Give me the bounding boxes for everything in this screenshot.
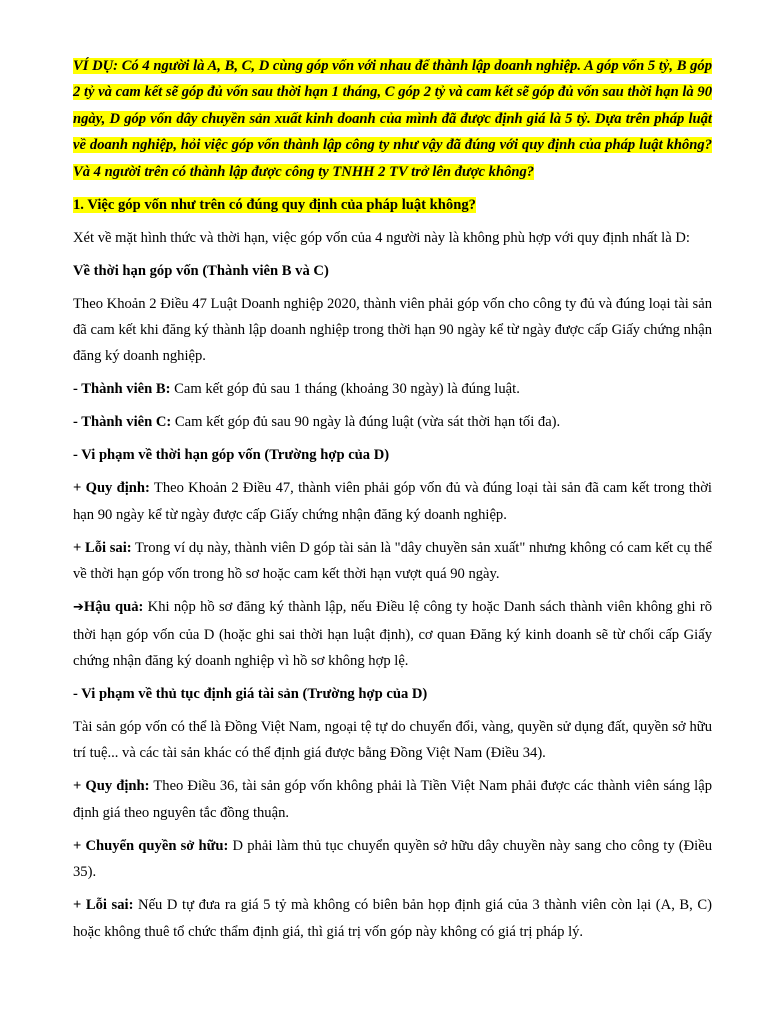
rule-item-2-label: + Quy định: (73, 778, 150, 795)
rule-item-1 (73, 475, 712, 528)
error-item-1-text: Trong ví dụ này, thành viên D góp tài sản là "dây chuyền sản xuất" nhưng không có cam kết cụ thể về thời hạn góp vốn trong hồ sơ hoặc cam kết thời hạn vượt quá 90 ngày. (73, 539, 712, 583)
consequence-text: Khi nộp hồ sơ đăng ký thành lập, nếu Điều lệ công ty hoặc Danh sách thành viên không ghi rõ thời hạn góp vốn của D (hoặc ghi sai thời hạn luật định), cơ quan Đăng ký kinh doanh sẽ từ chối cấp Giấy chứng nhận đăng ký doanh nghiệp vì hồ sơ không hợp lệ. (73, 599, 712, 670)
error-item-1 (73, 535, 712, 588)
member-c-label: - Thành viên C: (73, 414, 172, 431)
consequence-item (73, 594, 712, 674)
rule-item-1-text: Theo Khoản 2 Điều 47, thành viên phải góp vốn đủ và đúng loại tài sản đã cam kết trong thời hạn 90 ngày kể từ ngày được cấp Giấy chứng nhận đăng ký doanh nghiệp. (73, 480, 712, 523)
rule-item-2-text: Theo Điều 36, tài sản góp vốn không phải là Tiền Việt Nam phải được các thành viên sáng lập định giá theo nguyên tắc đồng thuận. (73, 778, 712, 821)
section-heading-1-text: 1. Việc góp vốn như trên có đúng quy định của pháp luật không? (73, 196, 476, 213)
subheading-valuation-violation-d: - Vi phạm về thủ tục định giá tài sản (Trường hợp của D) (73, 686, 428, 703)
error-item-1-label: + Lỗi sai: (73, 539, 132, 556)
paragraph-article-34: Tài sản góp vốn có thể là Đồng Việt Nam, ngoại tệ tự do chuyển đổi, vàng, quyền sử dụng đất, quyền sở hữu trí tuệ... và các tài sản khác có thể định giá được bằng Đồng Việt Nam (Điều 34). (73, 719, 712, 762)
arrow-right-icon: ➔ (73, 600, 84, 616)
member-b-item (73, 376, 712, 402)
transfer-item (73, 833, 712, 886)
rule-item-1-label: + Quy định: (73, 480, 150, 497)
error-item-2-text: Nếu D tự đưa ra giá 5 tỷ mà không có biên bản họp định giá của 3 thành viên còn lại (A, B, C) hoặc không thuê tổ chức thẩm định giá, thì giá trị vốn góp này không có giá trị pháp lý. (73, 897, 712, 940)
rule-item-2 (73, 773, 712, 826)
consequence-label: Hậu quả: (83, 599, 144, 616)
paragraph-overview: Xét về mặt hình thức và thời hạn, việc góp vốn của 4 người này là không phù hợp với quy định nhất là D: (73, 229, 690, 246)
question-intro (73, 53, 712, 185)
member-b-label: - Thành viên B: (73, 381, 171, 398)
member-b-text: Cam kết góp đủ sau 1 tháng (khoảng 30 ngày) là đúng luật. (170, 381, 520, 398)
member-c-text: Cam kết góp đủ sau 90 ngày là đúng luật (vừa sát thời hạn tối đa). (171, 414, 561, 431)
transfer-label: + Chuyển quyền sở hữu: (73, 837, 229, 854)
member-c-item (73, 409, 712, 435)
question-intro-text: VÍ DỤ: Có 4 người là A, B, C, D cùng góp vốn với nhau để thành lập doanh nghiệp. A góp vốn 5 tỷ, B góp 2 tỷ và cam kết sẽ góp đủ vốn sau thời hạn 1 tháng, C góp 2 tỷ và cam kết sẽ góp đủ vốn sau thời hạn là 90 ngày, D góp vốn dây chuyền sản xuất kinh doanh của mình đã được định giá là 5 tỷ. Dựa trên pháp luật về doanh nghiệp, hỏi việc góp vốn thành lập công ty như vậy đã đúng với quy định của pháp luật không? Và 4 người trên có thành lập được công ty TNHH 2 TV trở lên được không? (73, 58, 712, 180)
document-page (73, 53, 712, 952)
paragraph-article-47: Theo Khoản 2 Điều 47 Luật Doanh nghiệp 2020, thành viên phải góp vốn cho công ty đủ và đúng loại tài sản đã cam kết khi đăng ký thành lập doanh nghiệp trong thời hạn 90 ngày kể từ ngày được cấp Giấy chứng nhận đăng ký doanh nghiệp. (73, 295, 712, 365)
error-item-2-label: + Lỗi sai: (73, 897, 134, 914)
transfer-text: D phải làm thủ tục chuyển quyền sở hữu dây chuyền này sang cho công ty (Điều 35). (73, 837, 713, 881)
subheading-deadline-violation-d: - Vi phạm về thời hạn góp vốn (Trường hợp của D) (73, 447, 390, 464)
error-item-2 (73, 892, 712, 945)
section-heading-1 (73, 192, 712, 218)
subheading-deadline-b-c: Về thời hạn góp vốn (Thành viên B và C) (73, 262, 329, 279)
